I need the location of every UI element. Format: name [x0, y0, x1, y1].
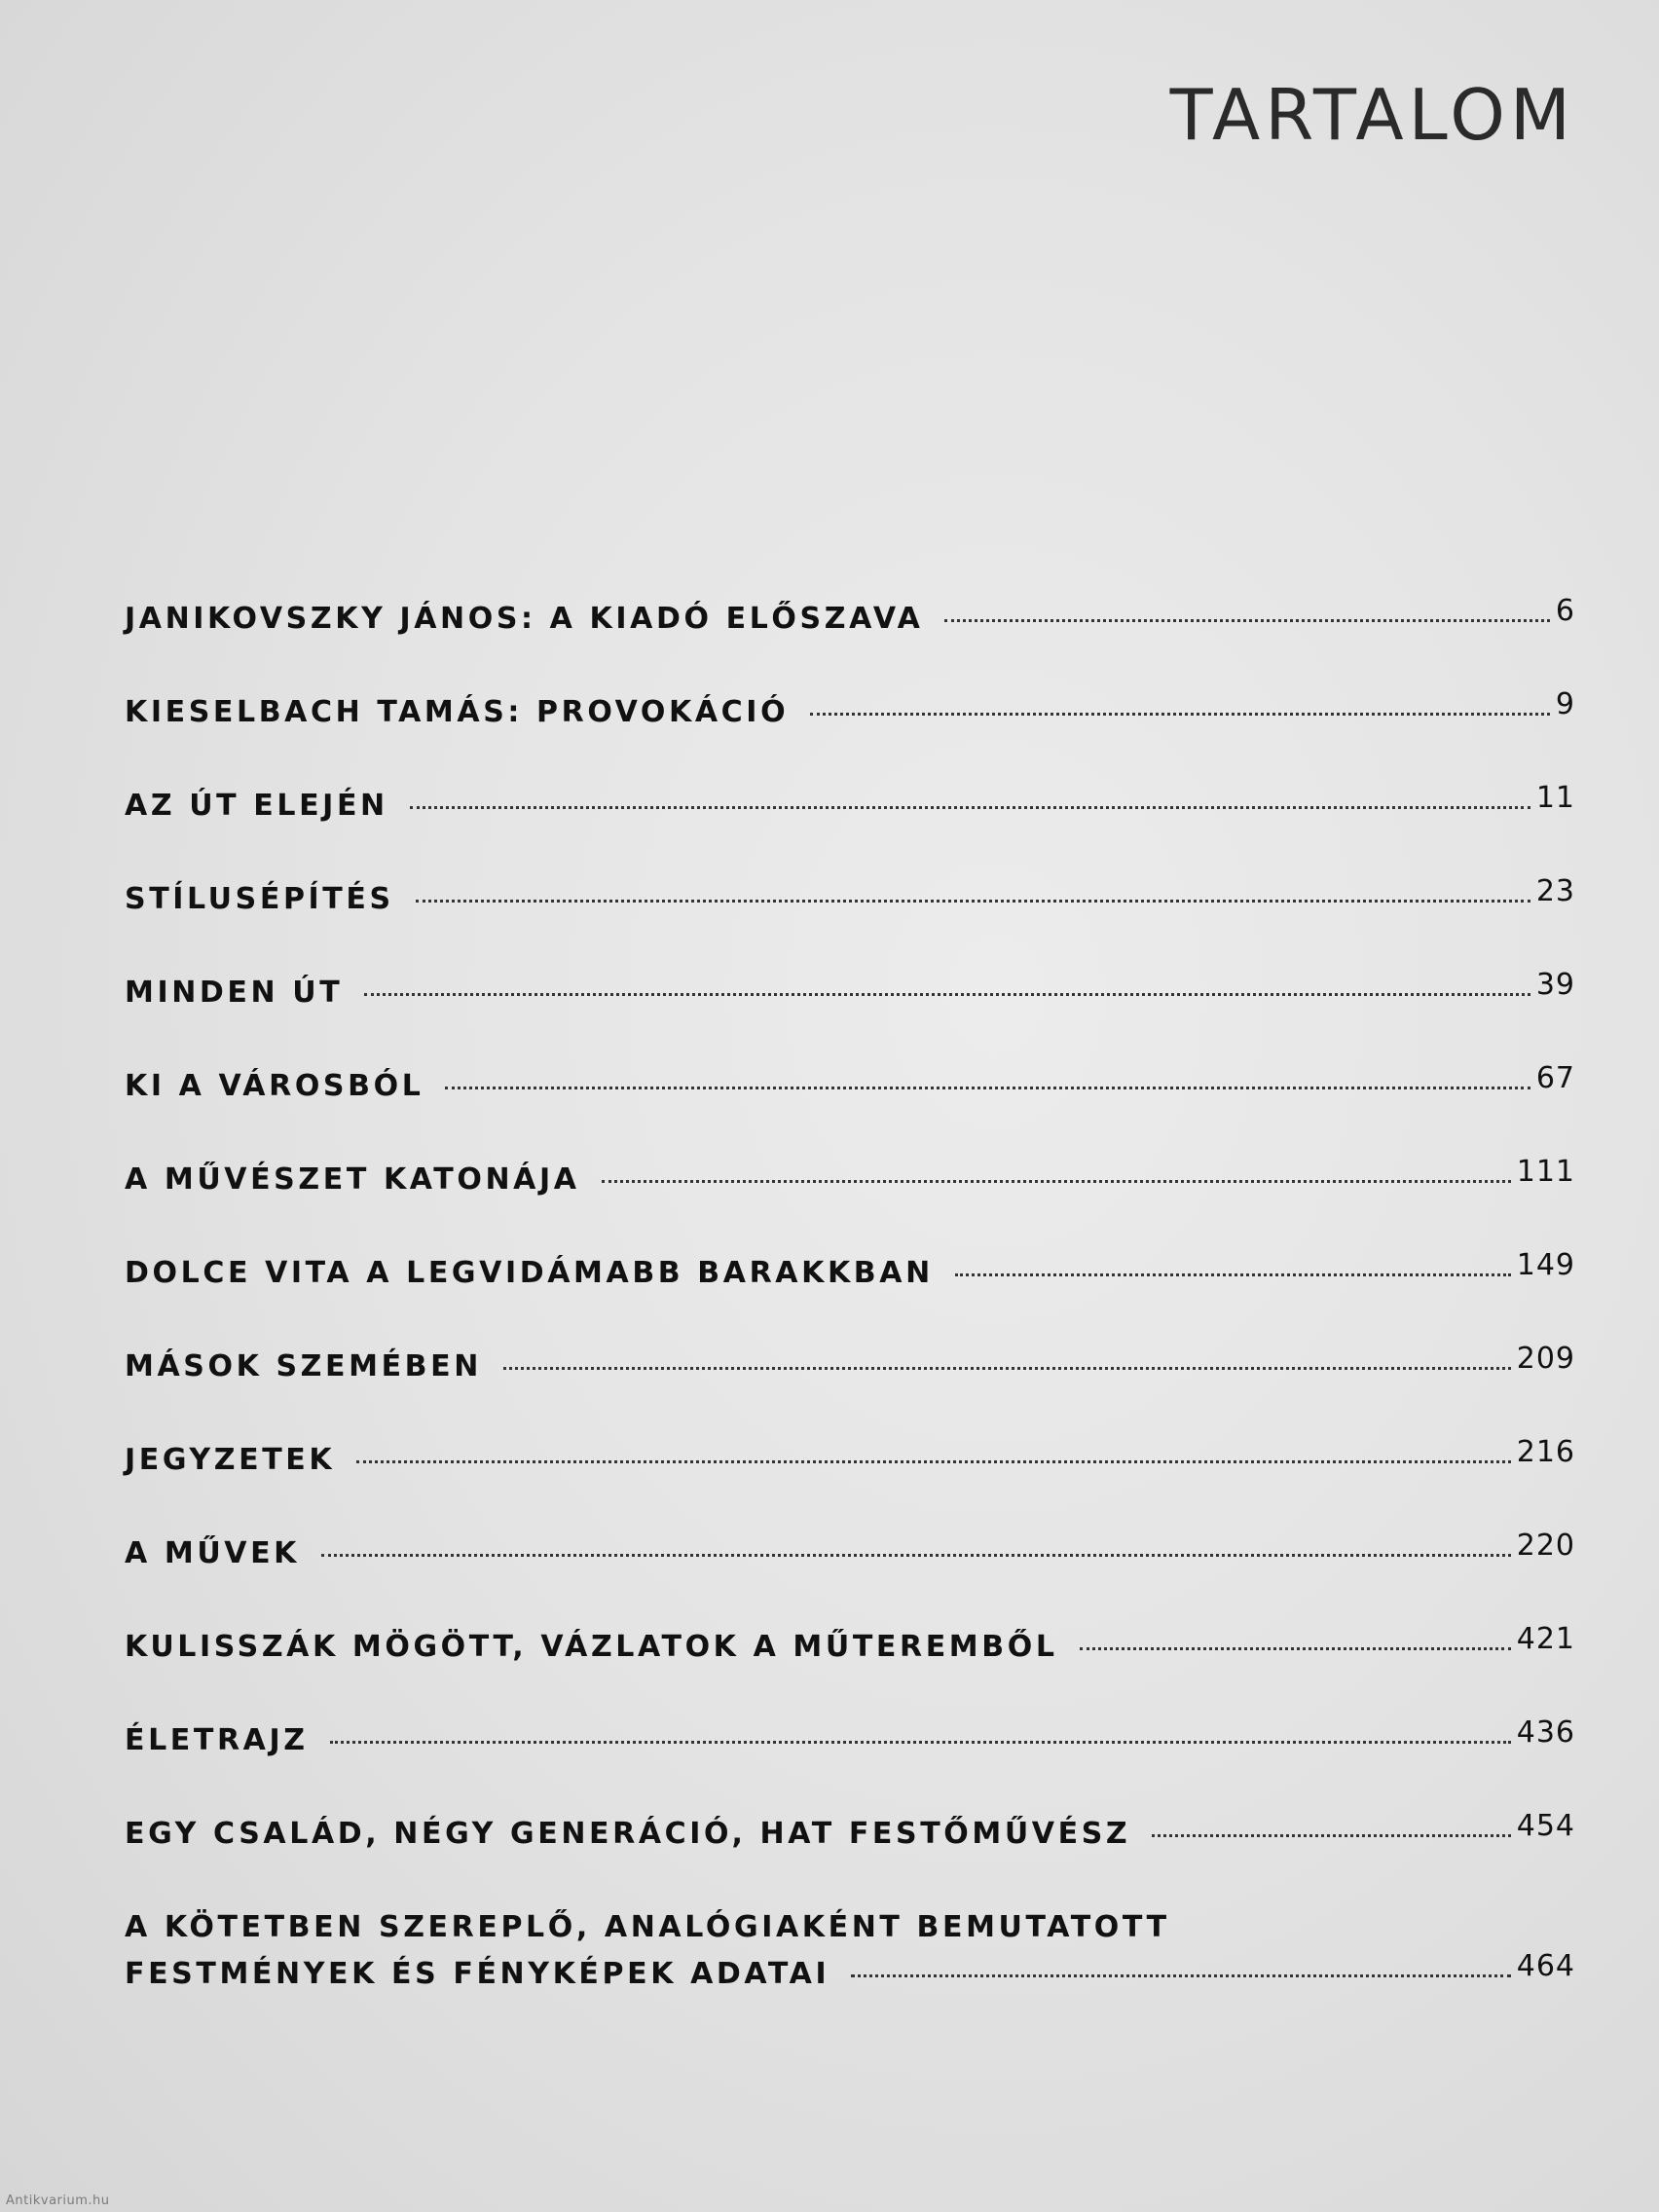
page-title: TARTALOM	[1169, 74, 1575, 156]
toc-page-number: 11	[1535, 781, 1575, 815]
toc-entry-title: A KÖTETBEN SZEREPLŐ, ANALÓGIAKÉNT BEMUTATOTT	[125, 1910, 1170, 1944]
toc-entry	[125, 1530, 1575, 1624]
toc-entry-line	[125, 1904, 1575, 1951]
toc-entry-line	[125, 1063, 1575, 1110]
toc-entry-line	[125, 1157, 1575, 1203]
toc-entry-title: EGY CSALÁD, NÉGY GENERÁCIÓ, HAT FESTŐMŰVÉSZ	[125, 1817, 1131, 1851]
toc-entry-title: ÉLETRAJZ	[125, 1723, 309, 1757]
toc-entry-title: JANIKOVSZKY JÁNOS: A KIADÓ ELŐSZAVA	[125, 602, 924, 636]
dot-leader	[1152, 1834, 1510, 1837]
toc-entry-title: JEGYZETEK	[125, 1443, 336, 1477]
toc-entry	[125, 876, 1575, 970]
toc-page-number: 464	[1516, 1949, 1575, 1983]
toc-entry	[125, 689, 1575, 783]
toc-entry-title: DOLCE VITA A LEGVIDÁMABB BARAKKBAN	[125, 1256, 934, 1290]
toc-page-number: 209	[1516, 1342, 1575, 1376]
toc-entry-line	[125, 1624, 1575, 1671]
toc-entry-line	[125, 970, 1575, 1016]
toc-entry-title: KI A VÁROSBÓL	[125, 1069, 424, 1103]
dot-leader	[356, 1460, 1511, 1463]
watermark: Antikvarium.hu	[6, 2194, 110, 2208]
toc-page-number: 421	[1516, 1622, 1575, 1656]
toc-entry-title: STÍLUSÉPÍTÉS	[125, 882, 394, 916]
toc-page-number: 23	[1535, 874, 1575, 908]
toc-entry-line	[125, 1437, 1575, 1484]
dot-leader	[944, 619, 1549, 622]
toc-entry	[125, 1063, 1575, 1157]
toc-page-number: 6	[1555, 594, 1575, 628]
toc-entry-line	[125, 1344, 1575, 1390]
dot-leader	[851, 1974, 1511, 1977]
dot-leader	[364, 993, 1530, 996]
toc-page-number: 220	[1516, 1529, 1575, 1563]
toc-entry-line	[125, 689, 1575, 736]
toc-entry	[125, 783, 1575, 876]
toc-entry-title: FESTMÉNYEK ÉS FÉNYKÉPEK ADATAI	[125, 1957, 830, 1991]
toc-page-number: 67	[1535, 1061, 1575, 1095]
dot-leader	[410, 806, 1530, 809]
toc-entry	[125, 1904, 1575, 2045]
toc-entry-title: A MŰVEK	[125, 1536, 301, 1570]
dot-leader	[602, 1180, 1511, 1183]
toc-entry	[125, 1811, 1575, 1904]
toc-entry-title: A MŰVÉSZET KATONÁJA	[125, 1162, 580, 1197]
toc-entry	[125, 1157, 1575, 1250]
toc-page-number: 39	[1535, 968, 1575, 1002]
toc-page-number: 436	[1516, 1715, 1575, 1750]
dot-leader	[330, 1741, 1511, 1744]
toc-page-number: 9	[1555, 687, 1575, 721]
toc-entry-line	[125, 876, 1575, 923]
toc-entry-title: MÁSOK SZEMÉBEN	[125, 1349, 482, 1383]
toc-entry-line	[125, 1951, 1575, 1998]
toc-entry	[125, 1250, 1575, 1344]
toc-entry-line	[125, 596, 1575, 643]
dot-leader	[1080, 1647, 1511, 1650]
toc-entry-line	[125, 1530, 1575, 1577]
dot-leader	[503, 1367, 1511, 1370]
toc-page-number: 216	[1516, 1435, 1575, 1469]
toc-entry-title: KIESELBACH TAMÁS: PROVOKÁCIÓ	[125, 695, 790, 729]
toc-entry	[125, 1624, 1575, 1717]
toc-entry-title: KULISSZÁK MÖGÖTT, VÁZLATOK A MŰTEREMBŐL	[125, 1630, 1058, 1664]
dot-leader	[955, 1273, 1511, 1276]
dot-leader	[810, 713, 1550, 716]
toc-entry	[125, 596, 1575, 689]
toc-page-number: 454	[1516, 1809, 1575, 1843]
dot-leader	[321, 1554, 1511, 1557]
toc-entry	[125, 970, 1575, 1063]
table-of-contents	[125, 596, 1575, 2045]
toc-entry-title: AZ ÚT ELEJÉN	[125, 789, 388, 823]
toc-entry	[125, 1437, 1575, 1530]
toc-entry-line	[125, 1250, 1575, 1297]
toc-entry-line	[125, 783, 1575, 830]
toc-page-number: 149	[1516, 1248, 1575, 1282]
toc-entry-line	[125, 1811, 1575, 1858]
toc-entry	[125, 1717, 1575, 1811]
dot-leader	[416, 900, 1530, 903]
toc-entry-title: MINDEN ÚT	[125, 976, 344, 1010]
toc-page-number: 111	[1516, 1155, 1575, 1189]
toc-entry-line	[125, 1717, 1575, 1764]
dot-leader	[445, 1087, 1530, 1089]
toc-entry	[125, 1344, 1575, 1437]
